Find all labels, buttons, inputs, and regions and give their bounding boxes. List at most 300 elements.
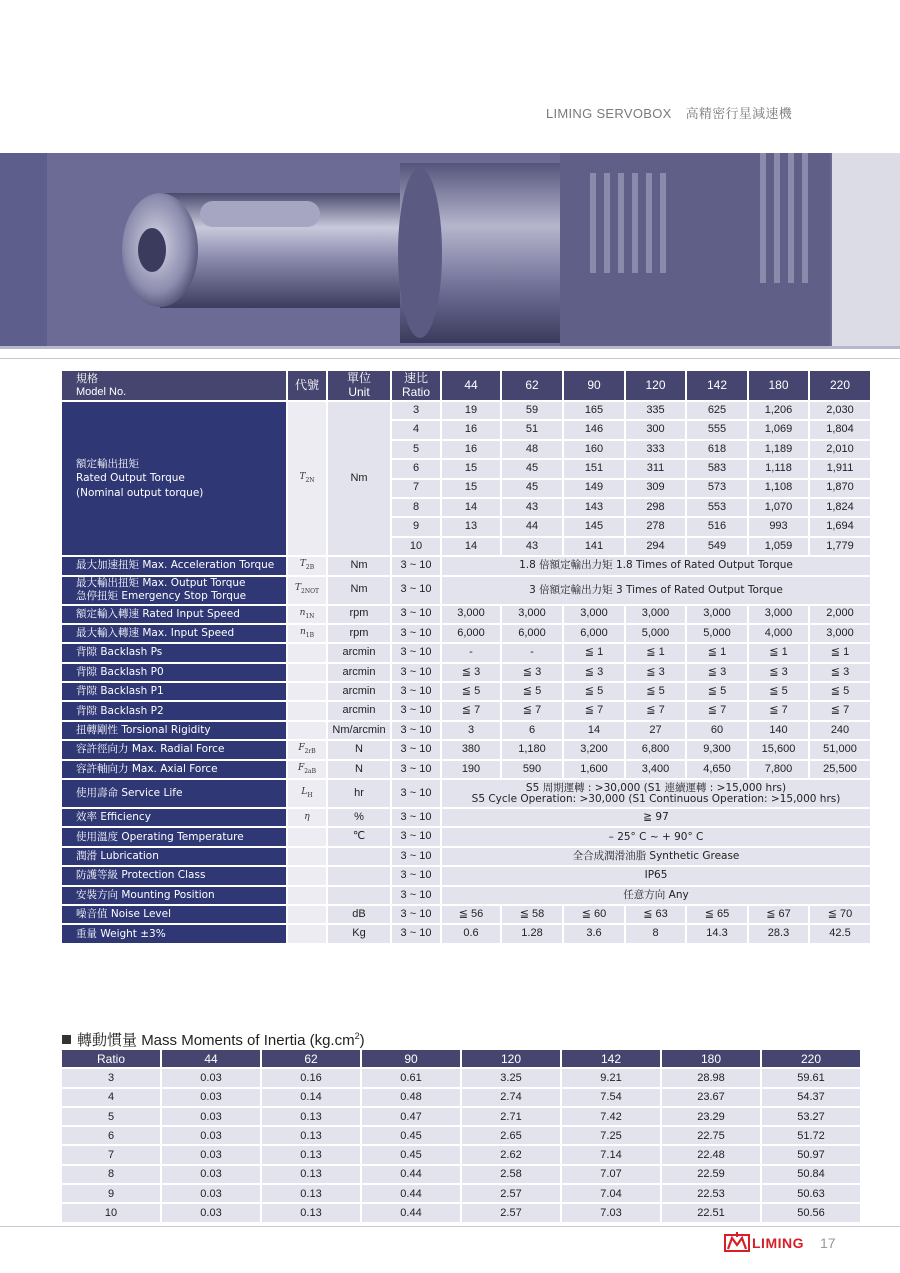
value-cell: 149 [564, 480, 624, 497]
inertia-value-cell: 0.03 [162, 1204, 260, 1221]
table-row [62, 1204, 860, 1221]
value-cell: 618 [687, 441, 747, 458]
value-cell: 1,206 [749, 402, 808, 419]
value-cell: ≦ 3 [626, 664, 685, 681]
value-cell: ≦ 5 [626, 683, 685, 700]
table-row [62, 1127, 860, 1144]
spanned-value-cell [442, 828, 870, 845]
row-label [62, 644, 286, 661]
value-cell: - [502, 644, 562, 661]
symbol-cell [288, 644, 326, 661]
value-cell: 45 [502, 480, 562, 497]
header-ratio [392, 371, 440, 400]
unit-cell: Kg [328, 925, 390, 942]
spanned-value-text: ≧ 97 [643, 811, 669, 824]
value-cell: 240 [810, 722, 870, 739]
inertia-value-cell: 7.42 [562, 1108, 660, 1125]
row-label [62, 867, 286, 884]
inertia-table [60, 1048, 862, 1224]
inertia-value-cell: 2.58 [462, 1166, 560, 1183]
value-cell: 45 [502, 460, 562, 477]
inertia-value-cell: 2.71 [462, 1108, 560, 1125]
unit-cell: arcmin [328, 644, 390, 661]
row-label-text: 扭轉剛性 Torsional Rigidity [76, 724, 211, 737]
value-cell: 2,030 [810, 402, 870, 419]
symbol-cell: $T_{2NOT}$ [288, 577, 326, 604]
value-cell: 19 [442, 402, 500, 419]
value-cell: 143 [564, 499, 624, 516]
value-cell: 294 [626, 538, 685, 555]
row-label [62, 722, 286, 739]
inertia-header-cell: 120 [462, 1050, 560, 1067]
value-cell: 16 [442, 441, 500, 458]
value-cell: ≦ 7 [810, 702, 870, 719]
inertia-value-cell: 0.13 [262, 1108, 360, 1125]
row-label-text: 使用壽命 Service Life [76, 787, 183, 800]
value-cell: 1,189 [749, 441, 808, 458]
value-cell: 25,500 [810, 761, 870, 778]
inertia-value-cell: 7.07 [562, 1166, 660, 1183]
inertia-value-cell: 0.13 [262, 1166, 360, 1183]
ratio-cell: 7 [392, 480, 440, 497]
inertia-ratio-cell: 5 [62, 1108, 160, 1125]
value-cell: 4,650 [687, 761, 747, 778]
table-row [62, 780, 870, 807]
inertia-value-cell: 50.56 [762, 1204, 860, 1221]
ratio-cell: 3 ~ 10 [392, 664, 440, 681]
spanned-value-text-2: S5 Cycle Operation: >30,000 (S1 Continuous Operation: >15,000 hrs) [471, 792, 841, 805]
value-cell: 1,824 [810, 499, 870, 516]
inertia-value-cell: 0.13 [262, 1185, 360, 1202]
value-cell: 3,400 [626, 761, 685, 778]
row-label-text: 最大輸入轉速 Max. Input Speed [76, 627, 235, 640]
value-cell: 3,000 [687, 606, 747, 623]
inertia-header-cell: 180 [662, 1050, 760, 1067]
inertia-value-cell: 50.84 [762, 1166, 860, 1183]
value-cell: ≦ 65 [687, 906, 747, 923]
value-cell: 5,000 [687, 625, 747, 642]
inertia-value-cell: 50.97 [762, 1146, 860, 1163]
table-row [62, 644, 870, 661]
unit-cell: hr [328, 780, 390, 807]
unit-cell: N [328, 761, 390, 778]
page-header [546, 103, 792, 122]
value-cell: 9,300 [687, 741, 747, 758]
ratio-cell: 3 ~ 10 [392, 925, 440, 942]
row-label-text: 潤滑 Lubrication [76, 850, 159, 862]
inertia-header-cell: Ratio [62, 1050, 160, 1067]
value-cell: 1.28 [502, 925, 562, 942]
value-cell: 1,108 [749, 480, 808, 497]
inertia-value-cell: 0.14 [262, 1089, 360, 1106]
ratio-cell: 3 ~ 10 [392, 867, 440, 884]
table-row [62, 1108, 860, 1125]
inertia-ratio-cell: 4 [62, 1089, 160, 1106]
value-cell: 1,911 [810, 460, 870, 477]
header-model-44: 44 [442, 371, 500, 400]
value-cell: 380 [442, 741, 500, 758]
unit-cell: ℃ [328, 828, 390, 845]
inertia-value-cell: 7.25 [562, 1127, 660, 1144]
spanned-value-cell [442, 780, 870, 807]
table-row [62, 606, 870, 623]
value-cell: 583 [687, 460, 747, 477]
value-cell: 2,010 [810, 441, 870, 458]
row-label-text: 背隙 Backlash P2 [76, 704, 164, 717]
unit-cell: Nm [328, 577, 390, 604]
value-cell: 151 [564, 460, 624, 477]
table-row [62, 1166, 860, 1183]
spanned-value-cell [442, 557, 870, 574]
symbol-cell: $n_{1N}$ [288, 606, 326, 623]
table-row [62, 848, 870, 865]
table-row [62, 625, 870, 642]
inertia-value-cell: 0.45 [362, 1146, 460, 1163]
header-model-cn: 規格 [76, 372, 98, 385]
row-label-text: 使用溫度 Operating Temperature [76, 830, 244, 843]
table-row [62, 577, 870, 604]
row-label [62, 887, 286, 904]
value-cell: 590 [502, 761, 562, 778]
value-cell: ≦ 5 [749, 683, 808, 700]
value-cell: ≦ 7 [626, 702, 685, 719]
row-label [62, 683, 286, 700]
value-cell: 3,000 [749, 606, 808, 623]
ratio-cell: 3 ~ 10 [392, 906, 440, 923]
inertia-value-cell: 23.29 [662, 1108, 760, 1125]
inertia-value-cell: 0.13 [262, 1127, 360, 1144]
rated-torque-label-note: (Nominal output torque) [76, 486, 204, 499]
value-cell: 1,069 [749, 421, 808, 438]
ratio-cell: 8 [392, 499, 440, 516]
unit-cell: Nm [328, 557, 390, 574]
liming-logo-icon [724, 1232, 750, 1252]
inertia-ratio-cell: 7 [62, 1146, 160, 1163]
symbol-cell: $L_H$ [288, 780, 326, 807]
header-model-90: 90 [564, 371, 624, 400]
row-label [62, 664, 286, 681]
inertia-value-cell: 7.03 [562, 1204, 660, 1221]
value-cell: 43 [502, 499, 562, 516]
value-cell: 140 [749, 722, 808, 739]
inertia-value-cell: 7.14 [562, 1146, 660, 1163]
inertia-value-cell: 0.13 [262, 1146, 360, 1163]
value-cell: 3,200 [564, 741, 624, 758]
value-cell: ≦ 58 [502, 906, 562, 923]
row-label [62, 848, 286, 865]
inertia-title-en: Mass Moments of Inertia (kg.cm [141, 1032, 355, 1049]
row-label [62, 577, 286, 604]
value-cell: ≦ 5 [810, 683, 870, 700]
value-cell: ≦ 1 [810, 644, 870, 661]
symbol-cell: $F_{2rB}$ [288, 741, 326, 758]
ratio-cell: 3 ~ 10 [392, 780, 440, 807]
row-label [62, 906, 286, 923]
ratio-cell: 5 [392, 441, 440, 458]
value-cell: 2,000 [810, 606, 870, 623]
inertia-header-cell: 44 [162, 1050, 260, 1067]
value-cell: 1,070 [749, 499, 808, 516]
row-label [62, 828, 286, 845]
unit-cell: arcmin [328, 664, 390, 681]
symbol-cell [288, 867, 326, 884]
inertia-value-cell: 0.03 [162, 1108, 260, 1125]
table-row [62, 722, 870, 739]
inertia-value-cell: 0.03 [162, 1146, 260, 1163]
unit-cell: dB [328, 906, 390, 923]
table-row [62, 761, 870, 778]
inertia-value-cell: 0.48 [362, 1089, 460, 1106]
value-cell: 1,870 [810, 480, 870, 497]
row-label [62, 625, 286, 642]
inertia-header-cell: 220 [762, 1050, 860, 1067]
unit-cell [328, 848, 390, 865]
value-cell: - [442, 644, 500, 661]
value-cell: 555 [687, 421, 747, 438]
value-cell: 6,000 [502, 625, 562, 642]
value-cell: 8 [626, 925, 685, 942]
value-cell: 300 [626, 421, 685, 438]
symbol-cell [288, 828, 326, 845]
ratio-cell: 3 ~ 10 [392, 577, 440, 604]
ratio-cell: 4 [392, 421, 440, 438]
row-label [62, 780, 286, 807]
value-cell: 3,000 [626, 606, 685, 623]
table-row [62, 1089, 860, 1106]
inertia-value-cell: 0.44 [362, 1185, 460, 1202]
table-row [62, 809, 870, 826]
value-cell: 516 [687, 518, 747, 535]
inertia-value-cell: 22.59 [662, 1166, 760, 1183]
inertia-value-cell: 7.04 [562, 1185, 660, 1202]
spanned-value-cell [442, 577, 870, 604]
ratio-cell: 3 ~ 10 [392, 606, 440, 623]
row-label [62, 925, 286, 942]
value-cell: 190 [442, 761, 500, 778]
value-cell: ≦ 1 [749, 644, 808, 661]
header-model-220: 220 [810, 371, 870, 400]
value-cell: ≦ 70 [810, 906, 870, 923]
value-cell: 15,600 [749, 741, 808, 758]
value-cell: 298 [626, 499, 685, 516]
value-cell: 27 [626, 722, 685, 739]
header-unit [328, 371, 390, 400]
ratio-cell: 3 ~ 10 [392, 848, 440, 865]
value-cell: 1,694 [810, 518, 870, 535]
value-cell: 3 [442, 722, 500, 739]
inertia-value-cell: 0.61 [362, 1069, 460, 1086]
value-cell: ≦ 60 [564, 906, 624, 923]
inertia-value-cell: 0.44 [362, 1204, 460, 1221]
value-cell: 165 [564, 402, 624, 419]
footer-divider [0, 1226, 900, 1227]
inertia-value-cell: 2.65 [462, 1127, 560, 1144]
ratio-cell: 3 ~ 10 [392, 887, 440, 904]
value-cell: ≦ 3 [749, 664, 808, 681]
ratio-cell: 3 ~ 10 [392, 741, 440, 758]
value-cell: 549 [687, 538, 747, 555]
value-cell: 278 [626, 518, 685, 535]
table-row [62, 741, 870, 758]
header-model-142: 142 [687, 371, 747, 400]
row-label [62, 761, 286, 778]
spanned-value-text: IP65 [644, 869, 668, 882]
value-cell: 59 [502, 402, 562, 419]
value-cell: 60 [687, 722, 747, 739]
value-cell: ≦ 3 [442, 664, 500, 681]
row-label-text: 噪音值 Noise Level [76, 908, 172, 921]
value-cell: 311 [626, 460, 685, 477]
page-number: 17 [820, 1235, 836, 1251]
spanned-value-text: S5 周期運轉 : >30,000 (S1 連續運轉 : >15,000 hrs) [525, 781, 787, 794]
table-row [62, 925, 870, 942]
ratio-cell: 3 ~ 10 [392, 702, 440, 719]
table-row [62, 887, 870, 904]
value-cell: 6,000 [564, 625, 624, 642]
inertia-value-cell: 50.63 [762, 1185, 860, 1202]
symbol-cell [288, 722, 326, 739]
value-cell: 14 [564, 722, 624, 739]
ratio-cell: 3 ~ 10 [392, 761, 440, 778]
value-cell: 13 [442, 518, 500, 535]
inertia-value-cell: 3.25 [462, 1069, 560, 1086]
table-row [62, 683, 870, 700]
row-label-text-2: 急停扭矩 Emergency Stop Torque [76, 590, 247, 603]
value-cell: 15 [442, 460, 500, 477]
inertia-value-cell: 53.27 [762, 1108, 860, 1125]
gear-shaft-illustration [0, 153, 900, 349]
inertia-ratio-cell: 10 [62, 1204, 160, 1221]
value-cell: ≦ 5 [564, 683, 624, 700]
inertia-value-cell: 59.61 [762, 1069, 860, 1086]
value-cell: 309 [626, 480, 685, 497]
inertia-header-row [62, 1050, 860, 1067]
value-cell: 1,779 [810, 538, 870, 555]
value-cell: 16 [442, 421, 500, 438]
ratio-cell: 3 ~ 10 [392, 644, 440, 661]
unit-cell [328, 887, 390, 904]
spanned-value-text: – 25° C ~ + 90° C [608, 830, 704, 843]
value-cell: 145 [564, 518, 624, 535]
value-cell: 42.5 [810, 925, 870, 942]
inertia-value-cell: 0.16 [262, 1069, 360, 1086]
inertia-value-cell: 51.72 [762, 1127, 860, 1144]
inertia-title-cn: 轉動慣量 [77, 1031, 138, 1049]
value-cell: ≦ 3 [687, 664, 747, 681]
header-model-120: 120 [626, 371, 685, 400]
symbol-cell [288, 664, 326, 681]
inertia-value-cell: 0.47 [362, 1108, 460, 1125]
value-cell: 1,804 [810, 421, 870, 438]
inertia-value-cell: 0.44 [362, 1166, 460, 1183]
symbol-cell [288, 906, 326, 923]
value-cell: 335 [626, 402, 685, 419]
value-cell: ≦ 1 [564, 644, 624, 661]
value-cell: 553 [687, 499, 747, 516]
bullet-square-icon [62, 1035, 71, 1044]
unit-cell: N [328, 741, 390, 758]
header-ratio-en: Ratio [401, 384, 430, 399]
ratio-cell: 3 ~ 10 [392, 722, 440, 739]
header-unit-en: Unit [348, 384, 370, 399]
value-cell: 625 [687, 402, 747, 419]
value-cell: 3,000 [564, 606, 624, 623]
header-unit-cn: 單位 [346, 371, 371, 386]
inertia-value-cell: 2.74 [462, 1089, 560, 1106]
specification-table [60, 369, 872, 945]
symbol-cell: $n_{1B}$ [288, 625, 326, 642]
value-cell: 1,059 [749, 538, 808, 555]
value-cell: ≦ 7 [442, 702, 500, 719]
table-row [62, 1185, 860, 1202]
value-cell: ≦ 5 [502, 683, 562, 700]
value-cell: 14 [442, 499, 500, 516]
value-cell: 3,000 [442, 606, 500, 623]
row-label [62, 809, 286, 826]
symbol-cell: $T_{2B}$ [288, 557, 326, 574]
table-row [62, 1146, 860, 1163]
inertia-value-cell: 22.53 [662, 1185, 760, 1202]
row-label-text: 背隙 Backlash P1 [76, 685, 164, 698]
inertia-value-cell: 22.51 [662, 1204, 760, 1221]
symbol-cell [288, 925, 326, 942]
inertia-value-cell: 9.21 [562, 1069, 660, 1086]
inertia-header-cell: 90 [362, 1050, 460, 1067]
ratio-cell: 3 ~ 10 [392, 809, 440, 826]
value-cell: ≦ 3 [564, 664, 624, 681]
value-cell: ≦ 5 [442, 683, 500, 700]
inertia-value-cell: 2.62 [462, 1146, 560, 1163]
symbol-cell [288, 702, 326, 719]
unit-cell: arcmin [328, 702, 390, 719]
rated-torque-label [62, 402, 286, 555]
ratio-cell: 3 ~ 10 [392, 683, 440, 700]
value-cell: ≦ 67 [749, 906, 808, 923]
ratio-cell: 3 ~ 10 [392, 557, 440, 574]
value-cell: 51 [502, 421, 562, 438]
value-cell: 43 [502, 538, 562, 555]
row-label-text: 重量 Weight ±3% [76, 927, 166, 940]
value-cell: 7,800 [749, 761, 808, 778]
row-label-text: 容許軸向力 Max. Axial Force [76, 762, 218, 775]
unit-cell: rpm [328, 606, 390, 623]
value-cell: ≦ 7 [687, 702, 747, 719]
table-row [62, 402, 870, 419]
row-label-text: 最大輸出扭矩 Max. Output Torque [76, 577, 246, 590]
inertia-ratio-cell: 8 [62, 1166, 160, 1183]
value-cell: 14 [442, 538, 500, 555]
row-label-text: 防護等級 Protection Class [76, 869, 206, 882]
value-cell: ≦ 56 [442, 906, 500, 923]
symbol-cell [288, 887, 326, 904]
value-cell: 6,000 [442, 625, 500, 642]
value-cell: ≦ 1 [626, 644, 685, 661]
value-cell: 3,000 [810, 625, 870, 642]
row-label [62, 557, 286, 574]
inertia-title-sup: 2 [354, 1031, 360, 1041]
value-cell: 1,118 [749, 460, 808, 477]
ratio-cell: 3 ~ 10 [392, 828, 440, 845]
product-banner-image [0, 153, 900, 349]
row-label-text: 容許徑向力 Max. Radial Force [76, 743, 225, 756]
value-cell: ≦ 7 [502, 702, 562, 719]
spanned-value-text: 任意方向 Any [623, 888, 689, 901]
spanned-value-cell [442, 809, 870, 826]
table-row [62, 828, 870, 845]
table-row [62, 1069, 860, 1086]
rated-torque-label-en: Rated Output Torque [76, 472, 185, 485]
ratio-cell: 3 [392, 402, 440, 419]
